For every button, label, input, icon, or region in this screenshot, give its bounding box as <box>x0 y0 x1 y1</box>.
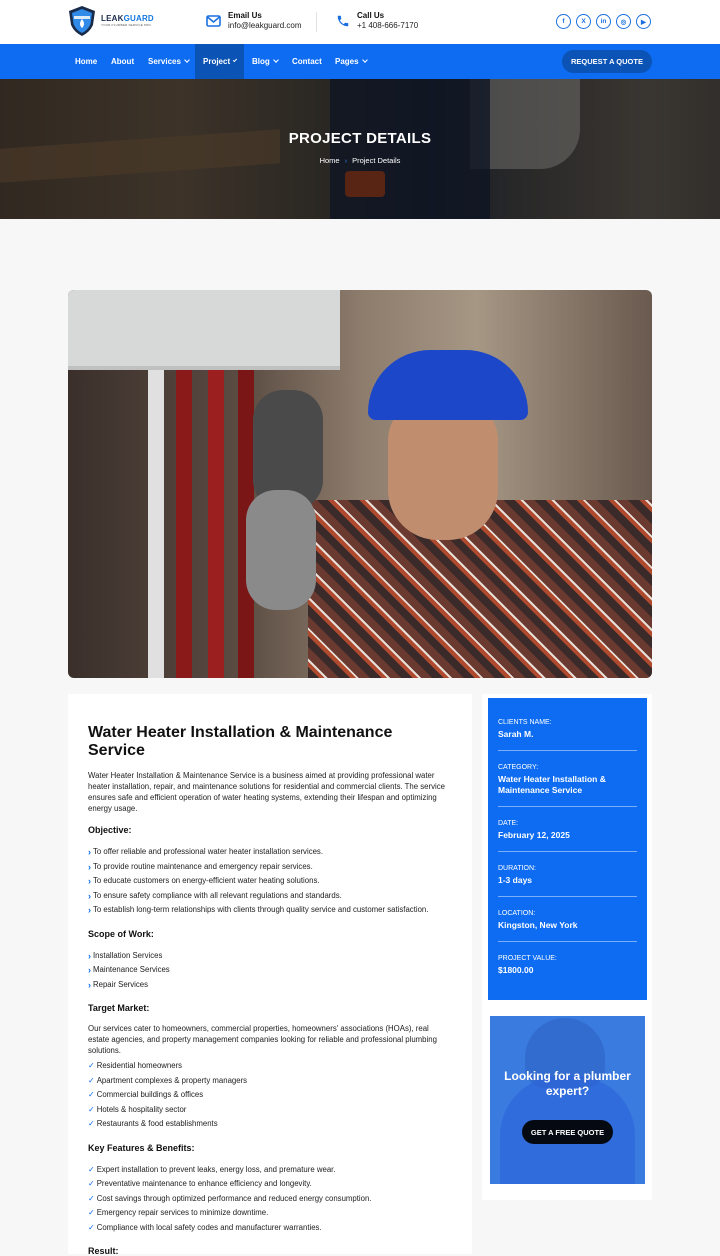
header-divider <box>316 12 317 32</box>
list-item <box>88 1103 452 1118</box>
objective-list <box>88 845 452 918</box>
email-value[interactable]: info@leakguard.com <box>228 21 302 30</box>
list-item <box>88 963 452 978</box>
linkedin-icon[interactable]: in <box>596 14 611 29</box>
objective-heading: Objective: <box>88 825 132 835</box>
check-icon: ✓ <box>88 1075 95 1085</box>
instagram-icon[interactable]: ◎ <box>616 14 631 29</box>
list-item <box>88 1117 452 1132</box>
project-title: Water Heater Installation & Maintenance Service <box>88 724 393 759</box>
youtube-icon[interactable]: ▶ <box>636 14 651 29</box>
nav-home[interactable] <box>67 44 105 79</box>
list-item <box>88 949 452 964</box>
list-item <box>88 1163 452 1178</box>
target-list <box>88 1059 452 1132</box>
image-blue-cap <box>368 350 528 420</box>
info-category <box>498 763 637 807</box>
info-value: 1-3 days <box>498 875 533 885</box>
list-item-text: Maintenance Services <box>93 965 170 974</box>
chevron-right-icon: › <box>88 890 91 901</box>
list-item <box>88 1221 452 1236</box>
logo-name-part1: LEAK <box>101 14 124 23</box>
nav-contact-label: Contact <box>292 57 322 66</box>
info-value: $1800.00 <box>498 965 534 975</box>
logo-tagline: YOUR PLUMBER SERVICE PRO <box>101 23 152 27</box>
list-item <box>88 903 452 918</box>
breadcrumb-home[interactable]: Home <box>319 156 340 165</box>
phone-title: Call Us <box>357 11 385 20</box>
chevron-right-icon: › <box>88 950 91 961</box>
list-item <box>88 1074 452 1089</box>
page-title: PROJECT DETAILS <box>288 130 432 147</box>
list-item-text: Commercial buildings & offices <box>96 1090 204 1099</box>
nav-project-label: Project <box>203 57 231 66</box>
nav-home-label: Home <box>75 57 98 66</box>
breadcrumb-current: Project Details <box>352 156 401 165</box>
check-icon: ✓ <box>88 1179 95 1188</box>
chevron-right-icon: › <box>88 905 91 915</box>
list-item-text: Preventative maintenance to enhance efficiency and longevity. <box>96 1179 312 1188</box>
features-heading: Key Features & Benefits: <box>88 1142 195 1153</box>
info-label: LOCATION: <box>498 910 536 917</box>
chevron-right-icon: › <box>88 876 91 886</box>
request-quote-button[interactable]: REQUEST A QUOTE <box>562 50 652 73</box>
logo[interactable] <box>66 5 154 37</box>
list-item <box>88 874 452 889</box>
check-icon: ✓ <box>88 1222 95 1232</box>
list-item <box>88 1088 452 1103</box>
list-item-text: To educate customers on energy-efficient water heating solutions. <box>93 876 320 885</box>
list-item-text: Restaurants & food establishments <box>96 1119 218 1128</box>
chevron-down-icon <box>362 57 368 63</box>
list-item-text: Cost savings through optimized performance and reduced energy consumption. <box>96 1193 372 1203</box>
list-item-text: To ensure safety compliance with all relevant regulations and standards. <box>93 890 342 900</box>
chevron-down-icon <box>273 57 279 63</box>
nav-about-label: About <box>111 57 135 66</box>
phone-icon <box>336 14 350 28</box>
image-pipe <box>208 370 224 678</box>
list-item <box>88 1192 452 1207</box>
info-project-value <box>498 954 637 986</box>
project-intro: Water Heater Installation & Maintenance Service is a business aimed at providing professional water heater installation, repair, and maintenance solutions for residential and commercial clients. The service ensures safe and efficient operation of water heating systems, extending their lifespan and optimizing energy usage. <box>88 771 445 813</box>
check-icon: ✓ <box>88 1208 95 1217</box>
list-item-text: Hotels & hospitality sector <box>96 1104 187 1114</box>
info-client <box>498 718 637 751</box>
project-sidebar <box>482 694 652 1200</box>
info-duration <box>498 864 637 897</box>
breadcrumb <box>0 156 720 165</box>
check-icon: ✓ <box>88 1193 95 1203</box>
phone-value[interactable]: +1 408-666-7170 <box>357 21 419 30</box>
top-bar <box>0 0 720 44</box>
info-value: Kingston, New York <box>498 920 578 930</box>
hero-overlay <box>0 79 720 219</box>
image-face <box>388 400 498 540</box>
list-item-text: Apartment complexes & property managers <box>96 1075 248 1085</box>
list-item-text: To provide routine maintenance and emergency repair services. <box>93 861 313 871</box>
list-item-text: To offer reliable and professional water heater installation services. <box>93 847 323 856</box>
list-item-text: Expert installation to prevent leaks, energy loss, and premature wear. <box>96 1164 336 1174</box>
email-contact[interactable] <box>206 11 302 31</box>
list-item <box>88 1177 452 1192</box>
plumber-promo-card <box>490 1016 645 1184</box>
info-label: CLIENTS NAME: <box>498 719 552 726</box>
envelope-icon <box>206 15 221 27</box>
list-item-text: Emergency repair services to minimize downtime. <box>96 1208 269 1217</box>
email-title: Email Us <box>228 11 262 20</box>
info-value: Water Heater Installation & Maintenance Service <box>498 774 606 795</box>
page-hero <box>0 79 720 219</box>
target-text: Our services cater to homeowners, commercial properties, homeowners' associations (HOAs), real estate agencies, and property management companies looking for reliable and professional plumbing solutions. <box>88 1024 437 1055</box>
target-heading: Target Market: <box>88 1003 150 1013</box>
nav-services-label: Services <box>148 57 181 66</box>
info-label: PROJECT VALUE: <box>498 955 557 962</box>
list-item <box>88 1206 452 1221</box>
info-label: DURATION: <box>498 865 536 872</box>
check-icon: ✓ <box>88 1119 95 1128</box>
list-item-text: Residential homeowners <box>96 1061 183 1070</box>
chevron-down-icon <box>233 58 237 62</box>
nav-pages[interactable] <box>327 44 375 79</box>
get-free-quote-button[interactable]: GET A FREE QUOTE <box>522 1120 613 1144</box>
list-item-text: To establish long-term relationships with clients through quality service and customer satisfaction. <box>93 905 429 914</box>
chevron-right-icon: › <box>88 861 91 872</box>
info-date <box>498 819 637 852</box>
nav-about[interactable] <box>103 44 142 79</box>
list-item-text: Compliance with local safety codes and manufacturer warranties. <box>96 1222 322 1232</box>
nav-pages-label: Pages <box>335 57 359 66</box>
social-links <box>556 14 651 29</box>
project-info-card <box>488 698 647 1000</box>
scope-list <box>88 949 452 993</box>
project-content <box>68 694 472 1254</box>
chevron-right-icon: › <box>88 965 91 975</box>
list-item <box>88 889 452 904</box>
nav-blog-label: Blog <box>252 57 270 66</box>
project-main-image <box>68 290 652 678</box>
check-icon: ✓ <box>88 1104 95 1114</box>
check-icon: ✓ <box>88 1164 95 1174</box>
scope-heading: Scope of Work: <box>88 928 154 939</box>
promo-title: Looking for a plumber expert? <box>504 1069 631 1098</box>
chevron-down-icon <box>184 57 190 63</box>
logo-name-part2: GUARD <box>123 14 154 23</box>
check-icon: ✓ <box>88 1061 95 1070</box>
list-item-text: Installation Services <box>93 950 163 960</box>
info-label: CATEGORY: <box>498 764 539 771</box>
result-heading: Result: <box>88 1246 119 1256</box>
chevron-right-icon: › <box>88 847 91 857</box>
image-glove <box>246 490 316 610</box>
nav-services[interactable] <box>140 44 197 79</box>
list-item <box>88 1059 452 1074</box>
image-water-heater <box>68 290 340 370</box>
features-list <box>88 1163 452 1236</box>
info-value: February 12, 2025 <box>498 830 570 840</box>
chevron-right-icon: › <box>88 979 91 990</box>
nav-project[interactable] <box>195 44 244 79</box>
list-item-text: Repair Services <box>93 979 149 989</box>
shield-logo-icon <box>66 5 98 37</box>
image-pipe <box>148 370 164 678</box>
list-item <box>88 978 452 993</box>
facebook-icon[interactable]: f <box>556 14 571 29</box>
check-icon: ✓ <box>88 1090 95 1099</box>
main-nav <box>0 44 720 79</box>
phone-contact[interactable] <box>336 11 418 31</box>
list-item <box>88 860 452 875</box>
nav-contact[interactable] <box>284 44 330 79</box>
list-item <box>88 845 452 860</box>
image-pipe <box>176 370 192 678</box>
x-twitter-icon[interactable]: X <box>576 14 591 29</box>
info-label: DATE: <box>498 820 519 827</box>
nav-blog[interactable] <box>244 44 286 79</box>
chevron-right-icon: › <box>344 156 348 165</box>
info-value: Sarah M. <box>498 729 534 739</box>
info-location <box>498 909 637 942</box>
